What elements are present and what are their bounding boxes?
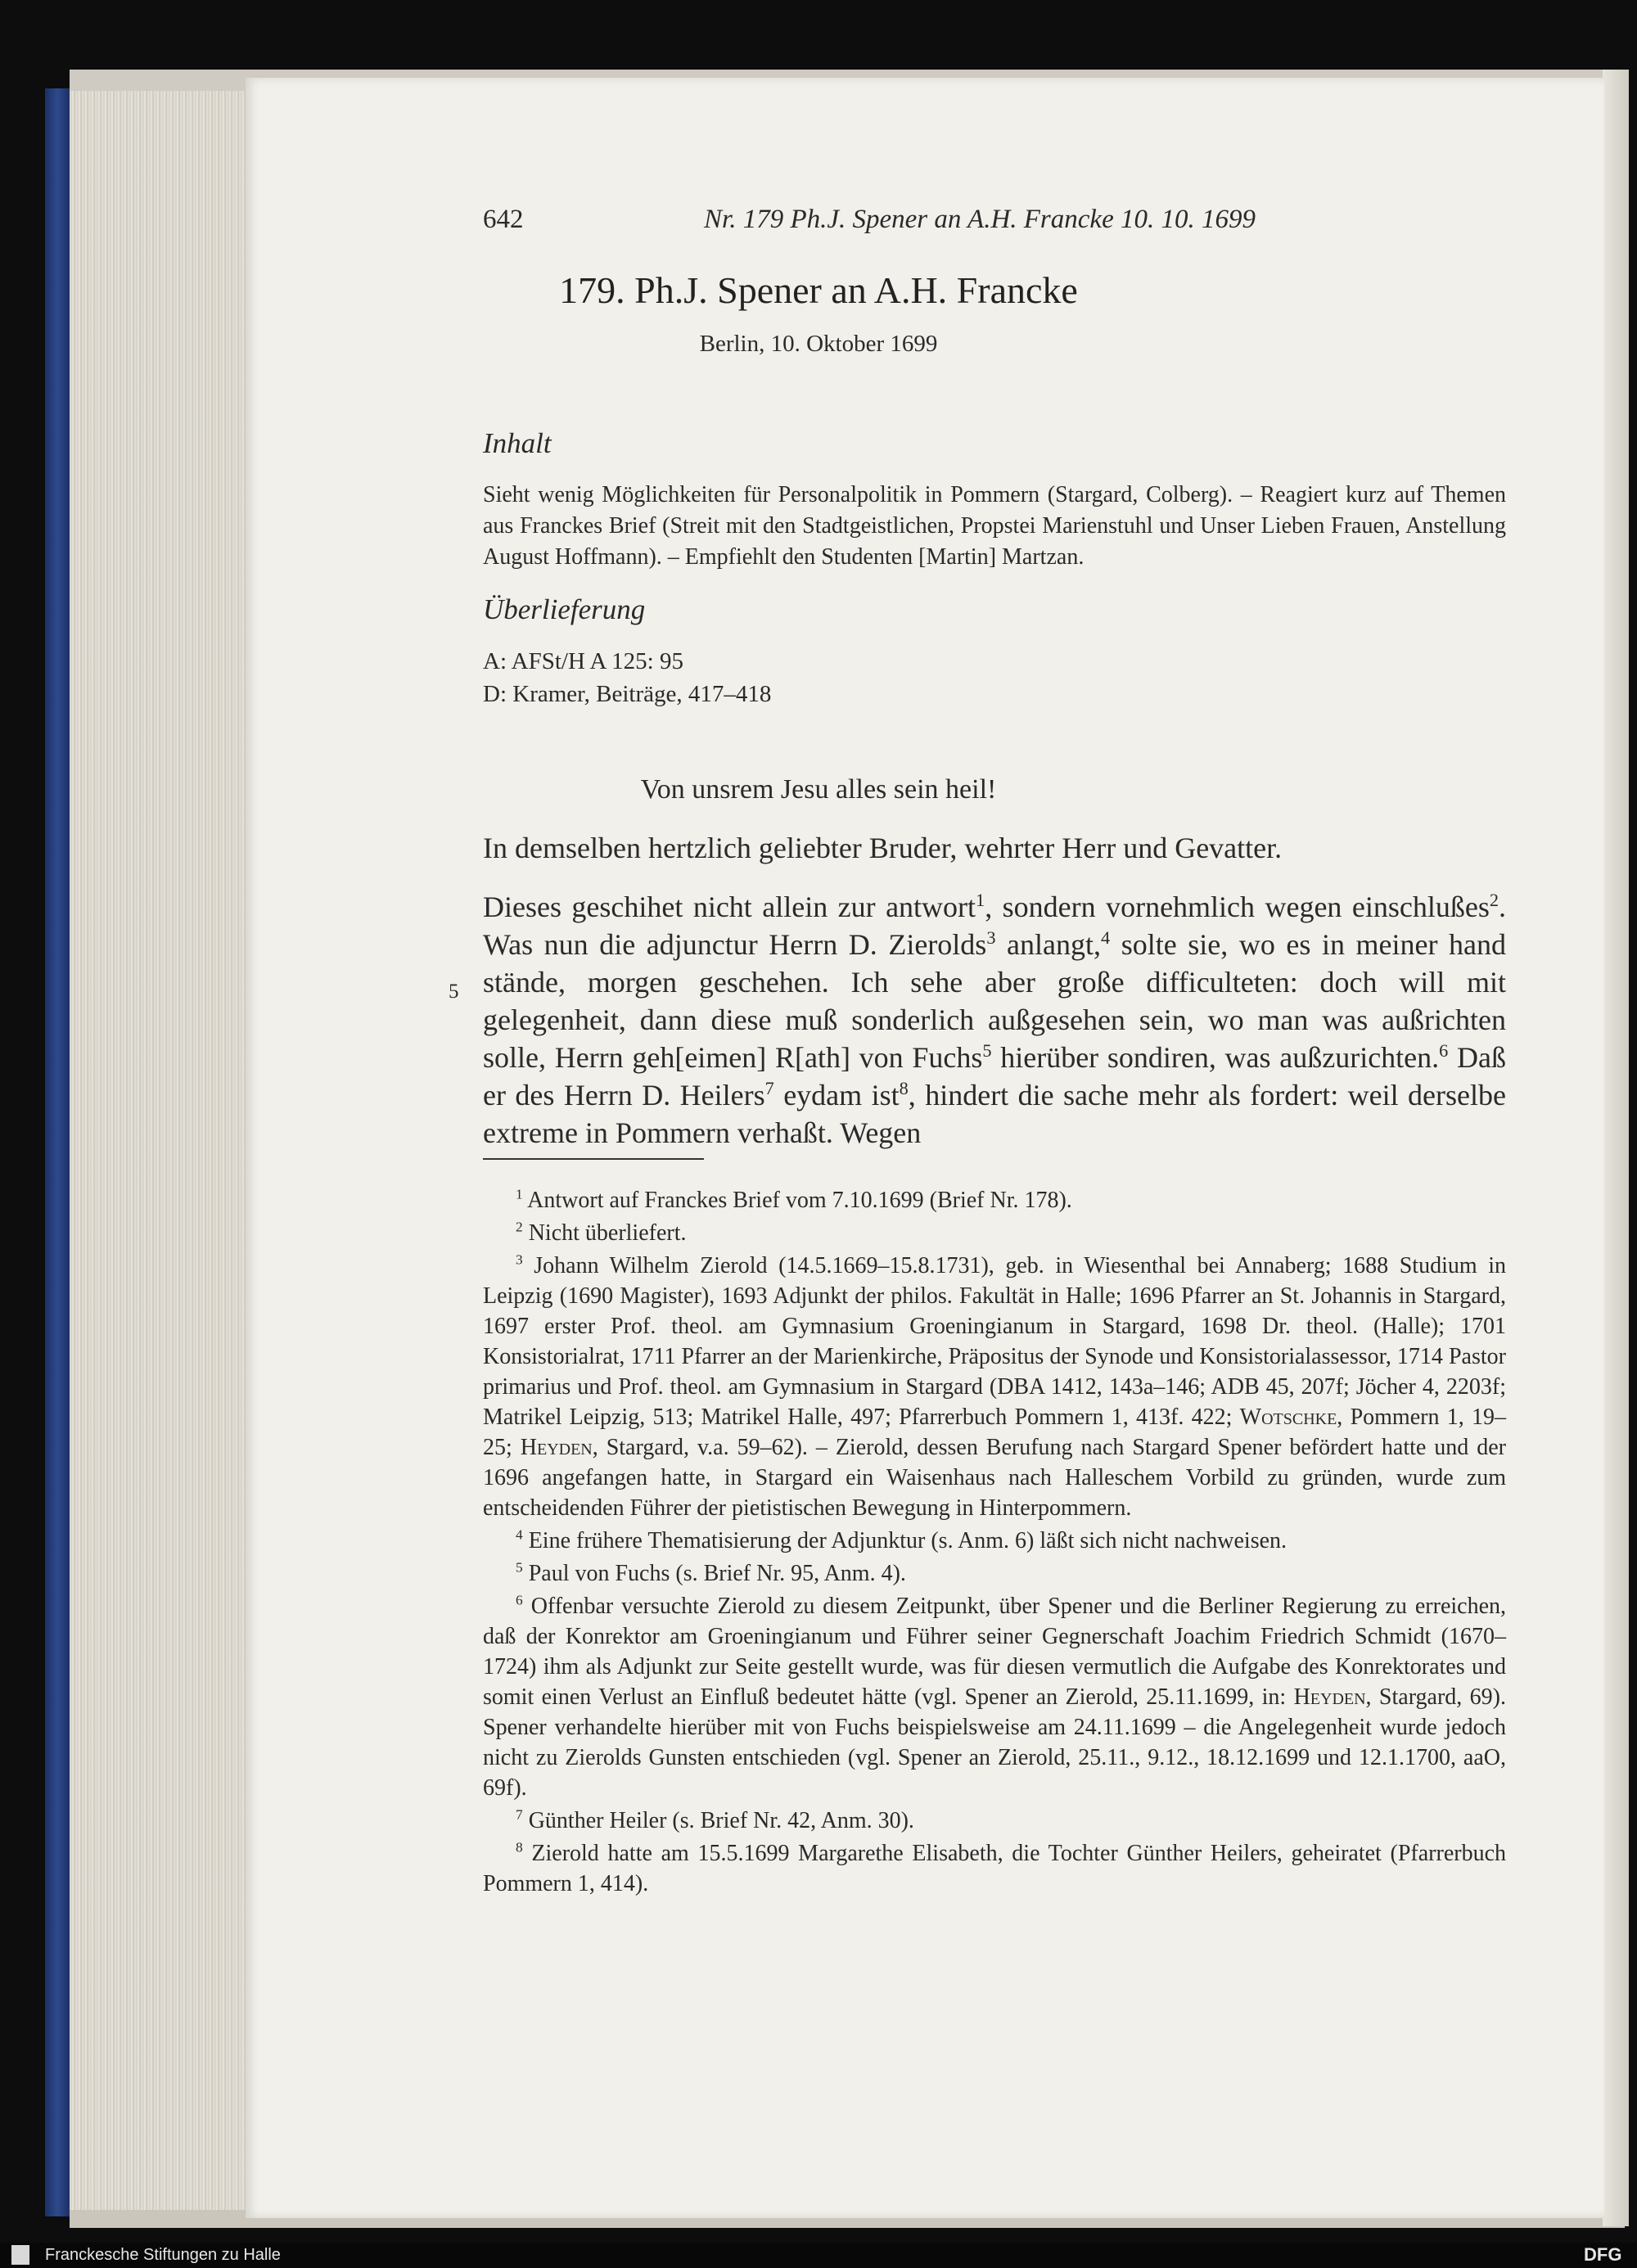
footer-institution: Franckesche Stiftungen zu Halle [45,2246,281,2264]
footnote-text: Zierold hatte am 15.5.1699 Margarethe Elisabeth, die Tochter Günther Heilers, geheiratet (Pfarrerbuch Pommern 1, 414). [483,1841,1507,1896]
page-number: 642 [483,205,524,234]
footnote-5 [483,1558,1506,1589]
footnote-ref: 4 [1101,927,1111,948]
footnote-number: 3 [516,1251,523,1268]
author-name: Heyden [1293,1684,1366,1710]
letter-body [483,888,1506,1152]
body-text: . Was nun die adjunctur Herrn D. Zierolds [483,891,1506,961]
footnote-ref: 5 [982,1040,992,1061]
footnote-text: Antwort auf Franckes Brief vom 7.10.1699 (Brief Nr. 178). [527,1188,1072,1213]
body-text: Daß er des Herrn D. Heilers [483,1041,1507,1111]
footnote-ref: 3 [986,927,996,948]
source-line-d: D: Kramer, Beiträge, 417–418 [483,681,772,707]
salutation: Von unsrem Jesu alles sein heil! [640,774,997,805]
author-name: Heyden [520,1435,593,1460]
body-text: eydam ist [773,1079,900,1111]
author-name: Wotschke [1239,1405,1337,1430]
footnotes [483,1185,1506,1901]
body-text: Dieses geschihet nicht allein zur antwort [483,891,976,923]
footnote-rule [483,1158,704,1160]
body-text: , hindert die sache mehr als fordert: weil derselbe extreme in Pommern verhaßt. Wegen [483,1079,1506,1149]
footnote-ref: 7 [764,1078,774,1098]
page-edges [70,82,258,2226]
letter-place-date: Berlin, 10. Oktober 1699 [699,331,938,357]
footnote-text: , Stargard, v.a. 59–62). – Zierold, dessen Berufung nach Stargard Spener befördert hatte und der 1696 angefangen hatte, in Stargard ein Waisenhaus nach Halleschem Vorbild zu gründen, wurde zum entscheidenden Führer der pietistischen Bewegung in Hinterpommern. [483,1435,1507,1521]
footnote-number: 8 [516,1839,523,1855]
footnote-text: , Pommern 1, 19–25; [483,1405,1506,1460]
footnote-number: 5 [516,1559,523,1576]
footnote-text: Eine frühere Thematisierung der Adjunktur (s. Anm. 6) läßt sich nicht nachweisen. [528,1528,1288,1553]
footnote-text: Paul von Fuchs (s. Brief Nr. 95, Anm. 4). [528,1561,906,1586]
footnote-ref: 2 [1489,890,1499,910]
letter-paragraph [483,888,1506,1152]
greeting: In demselben hertzlich geliebter Bruder, wehrter Herr und Gevatter. [483,832,1283,864]
inhalt-heading: Inhalt [483,427,552,459]
footnote-text: , Stargard, 69). Spener verhandelte hierüber mit von Fuchs beispielsweise am 24.11.1699 – die Angelegenheit wurde jedoch nicht zu Zierolds Gunsten entschieden (vgl. Spener an Zierold, 25.11., 9.12., 18.12.1699 und 12.1.1700, aaO, 69f). [483,1684,1506,1801]
footnote-text: Günther Heiler (s. Brief Nr. 42, Anm. 30). [528,1808,914,1833]
footnote-2 [483,1218,1506,1248]
footnote-number: 4 [516,1526,523,1543]
line-number: 5 [449,981,459,1003]
footnote-7 [483,1806,1506,1836]
footnote-ref: 8 [899,1078,909,1098]
inhalt-summary: Sieht wenig Möglichkeiten für Personalpolitik in Pommern (Stargard, Colberg). – Reagiert kurz auf Themen aus Franckes Brief (Streit mit den Stadtgeistlichen, Propstei Marienstuhl und Unser Lieben Frauen, Anstellung August Hoffmann). – Empfiehlt den Studenten [Martin] Martzan. [483,482,1506,570]
footnote-number: 7 [516,1806,523,1823]
footnote-6 [483,1591,1506,1803]
footnote-8 [483,1838,1506,1899]
ueberlieferung-list [483,645,1506,710]
footnote-text: Offenbar versuchte Zierold zu diesem Zeitpunkt, über Spener und die Berliner Regierung zu erreichen, daß der Konrektor am Groeningianum und Führer seiner Gegnerschaft Joachim Friedrich Schmidt (1670–1724) ihm als Adjunkt zur Seite gestellt wurde, was für diesen vermutlich die Aufgabe des Konrektorates und somit einen Verlust an Einfluß bedeutet hätte (vgl. Spener an Zierold, 25.11.1699, in: [483,1594,1507,1710]
footnote-text: Nicht überliefert. [528,1220,687,1246]
footnote-number: 2 [516,1219,523,1235]
dfg-logo: DFG [1584,2244,1622,2265]
footnote-3 [483,1251,1506,1523]
institution-logo-icon [11,2245,29,2265]
book-binding [45,88,70,2216]
footnote-number: 1 [516,1186,523,1202]
footnote-text: Johann Wilhelm Zierold (14.5.1669–15.8.1731), geb. in Wiesenthal bei Annaberg; 1688 Studium in Leipzig (1690 Magister), 1693 Adjunkt der philos. Fakultät in Halle; 1696 Pfarrer an St. Johannis in Stargard, 1697 erster Prof. theol. am Gymnasium Groeningianum in Stargard, 1698 Dr. theol. (Halle); 1701 Konsistorialrat, 1711 Pfarrer an der Marienkirche, Präpositus der Synode und Konsistorialassessor, 1714 Pastor primarius und Prof. theol. am Gymnasium in Stargard (DBA 1412, 143a–146; ADB 45, 207f; Jöcher 4, 2203f; Matrikel Leipzig, 513; Matrikel Halle, 497; Pfarrerbuch Pommern 1, 413f. 422; [483,1253,1506,1430]
ueberlieferung-heading: Überlieferung [483,593,646,625]
body-text: , sondern vornehmlich wegen einschlußes [985,891,1490,923]
footnote-1 [483,1185,1506,1215]
letter-title: 179. Ph.J. Spener an A.H. Francke [559,269,1078,311]
footnote-ref: 1 [976,890,985,910]
running-head: Nr. 179 Ph.J. Spener an A.H. Francke 10. 10. 1699 [704,205,1256,234]
footnote-ref: 6 [1439,1040,1449,1061]
body-text: solte sie, wo es in meiner hand stände, morgen geschehen. Ich sehe aber große difficulteten: doch will mit gelegenheit, dann diese muß sonderlich außgesehen sein, wo man was außrichten solle, Herrn geh[eimen] R[ath] von Fuchs [483,928,1506,1074]
body-text: hierüber sondiren, was außzurichten. [991,1041,1440,1074]
body-text: anlangt, [995,928,1101,961]
page-edge-right [1603,70,1629,2226]
source-line-a: A: AFSt/H A 125: 95 [483,648,683,674]
footnote-number: 6 [516,1592,523,1608]
footnote-4 [483,1526,1506,1556]
